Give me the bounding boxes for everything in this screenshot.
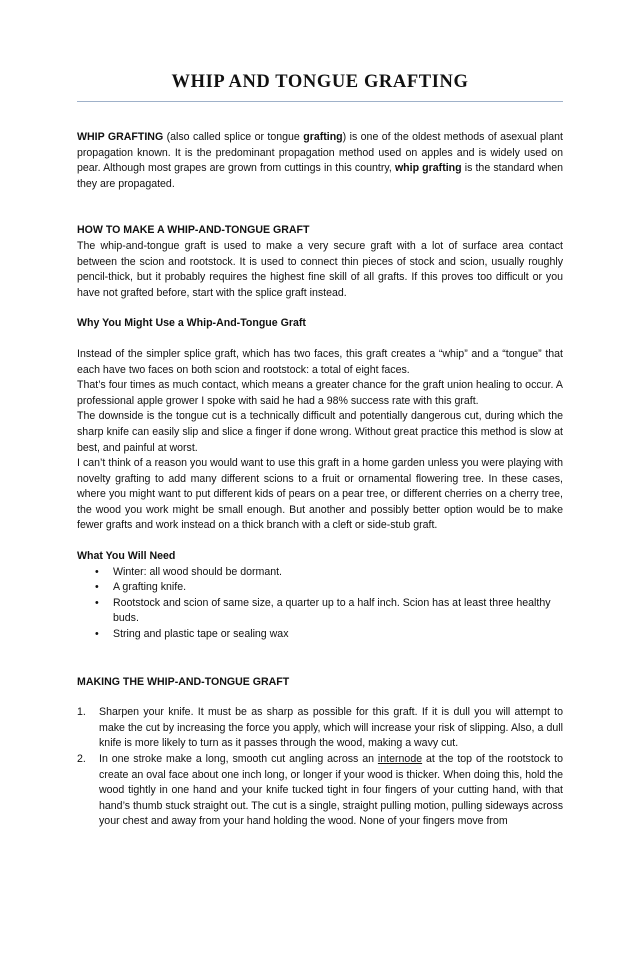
- intro-lead-bold: WHIP GRAFTING: [77, 131, 164, 143]
- needs-list: [77, 565, 563, 643]
- intro-text-2: ) is one of the oldest methods of asexual plant propagation known. It is the predominant propagation method used on apples and is widely used on pear. Although most grapes are grown from cuttings in this country,: [77, 131, 563, 175]
- step-text: Sharpen your knife. It must be as sharp as possible for this graft. If it is dull you will attempt to make the cut by increasing the force you apply, which will increase your risk of slipping. Also, a dull knife is more likely to turn as it passes through the wood, making a wavy cut.: [99, 706, 563, 750]
- list-item: • Winter: all wood should be dormant.: [113, 565, 563, 581]
- step-text-b: at the top of the rootstock to create an oval face about one inch long, or longer if your wood is thicker. When doing this, hold the wood tightly in one hand and your knife tucked tight in four fingers of your cutting hand, with that hand’s thumb stuck straight out. The cut is a single, straight pulling motion, pulling sideways across your chest and away from your hand holding the wood. None of your fingers move from: [99, 753, 563, 828]
- list-item: [77, 705, 563, 752]
- section-heading-making: MAKING THE WHIP-AND-TONGUE GRAFT: [77, 675, 290, 688]
- page-title: WHIP AND TONGUE GRAFTING: [77, 72, 563, 102]
- why-paragraph-2: That’s four times as much contact, which means a greater chance for the graft union healing to occur. A professional apple grower I spoke with said he had a 98% success rate with this graft.: [77, 379, 563, 407]
- intro-text-3: is the standard when they are propagated.: [77, 162, 564, 190]
- internode-link[interactable]: internode: [377, 753, 423, 765]
- list-item: • String and plastic tape or sealing wax: [113, 627, 563, 643]
- steps-list: [77, 705, 563, 830]
- intro-text-1: (also called splice or tongue: [163, 131, 304, 143]
- step-number: 1.: [77, 706, 86, 719]
- intro-bold-grafting: grafting: [303, 131, 343, 143]
- why-paragraph-3: The downside is the tongue cut is a technically difficult and potentially dangerous cut, during which the sharp knife can easily slip and slice a finger if done wrong. Without great practice this method is slow at best, and painful at worst.: [77, 410, 563, 454]
- list-item: [77, 752, 563, 830]
- section-heading-why: Why You Might Use a Whip-And-Tongue Graft: [77, 317, 306, 330]
- why-paragraph-4: I can’t think of a reason you would want to use this graft in a home garden unless you were playing with novelty grafting to add many different scions to a fruit or ornamental flowering tree. In these cases, where you might want to put different kids of pears on a pear tree, or different cherries on a cherry tree, the wood you work might be small enough. But another and possibly better option would be to make fewer grafts and work instead on a thick branch with a cleft or side-stub graft.: [77, 457, 563, 532]
- list-item: • A grafting knife.: [113, 580, 563, 596]
- list-item: • Rootstock and scion of same size, a quarter up to a half inch. Scion has at least three healthy buds.: [113, 596, 563, 627]
- why-paragraph-1: Instead of the simpler splice graft, which has two faces, this graft creates a “whip” and a “tongue” that each have two faces on both scion and rootstock: a total of eight faces.: [77, 347, 563, 376]
- section-heading-what-you-need: What You Will Need: [77, 550, 176, 563]
- intro-paragraph: [77, 130, 563, 192]
- section-heading-how-to: HOW TO MAKE A WHIP-AND-TONGUE GRAFT: [77, 224, 310, 237]
- document-page: [77, 72, 563, 830]
- intro-bold-whip-grafting: whip grafting: [394, 162, 462, 175]
- step-number: 2.: [77, 753, 86, 765]
- section-how-to-text: The whip-and-tongue graft is used to make a very secure graft with a lot of surface area contact between the scion and rootstock. It is used to connect thin pieces of stock and scion, usually roughly pencil-thick, but it probably requires the highest fine skill of all grafts. If this proves too difficult or you have not grafted before, start with the splice graft instead.: [77, 239, 563, 299]
- step-text-a: In one stroke make a long, smooth cut angling across an: [99, 753, 378, 765]
